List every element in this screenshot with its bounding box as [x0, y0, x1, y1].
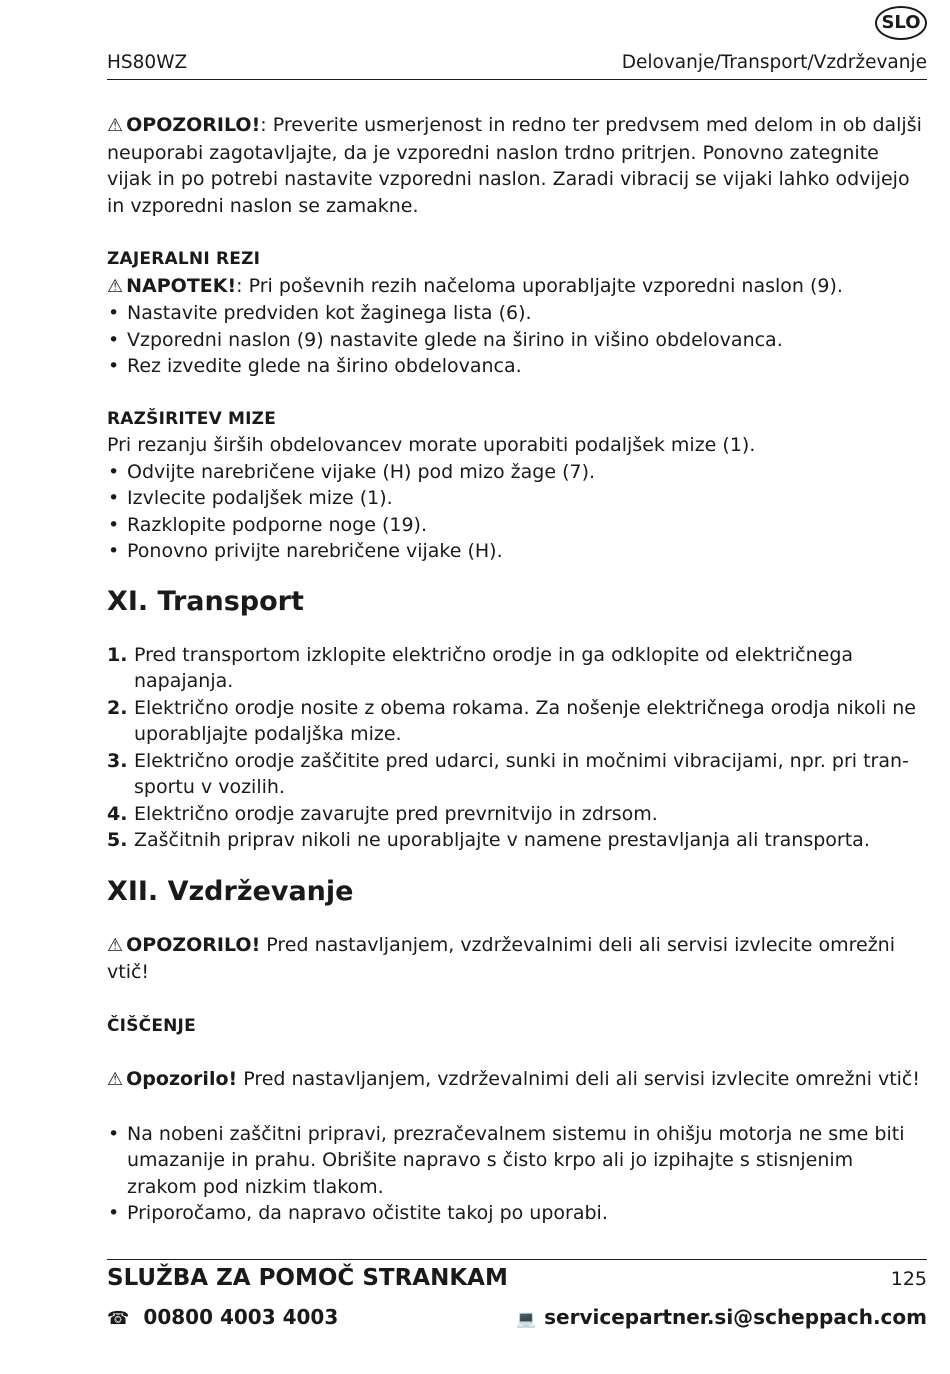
bevel-cuts-list: [107, 300, 927, 380]
step-item: [107, 642, 927, 695]
transport-steps: [107, 642, 927, 854]
transport-heading: XI. Transport: [107, 585, 304, 617]
maintenance-heading: XII. Vzdrževanje: [107, 875, 354, 907]
list-item: • Razklopite podporne noge (19).: [107, 512, 927, 539]
warning-label: Opozorilo!: [126, 1068, 238, 1090]
warning-text: Pred nastavljanjem, vzdrževalnimi deli ali servisi izvlecite omrežni vtič!: [237, 1068, 920, 1090]
maintenance-warning: [107, 932, 927, 986]
list-item: • Izvlecite podaljšek mize (1).: [107, 485, 927, 512]
cleaning-warning: [107, 1066, 927, 1094]
phone-number[interactable]: 00800 4003 4003: [143, 1305, 339, 1329]
step-item: [107, 801, 927, 828]
customer-service-title: SLUŽBA ZA POMOČ STRANKAM: [107, 1265, 508, 1291]
step-item: [107, 748, 927, 801]
list-item: • Ponovno privijte narebričene vijake (H).: [107, 538, 927, 565]
header-divider: [107, 79, 927, 80]
footer-divider: [107, 1259, 927, 1260]
warning-label: OPOZORILO!: [126, 114, 261, 136]
step-number: 2.: [107, 696, 128, 719]
language-badge: SLO: [875, 6, 927, 40]
model-name: HS80WZ: [107, 52, 188, 73]
step-number: 3.: [107, 749, 128, 772]
cleaning-list: [107, 1121, 927, 1227]
page-number: 125: [890, 1268, 927, 1290]
list-item: • Nastavite predviden kot žaginega lista (6).: [107, 300, 927, 327]
warning-paragraph: [107, 112, 927, 219]
list-item: • Na nobeni zaščitni pripravi, prezračevalnem sistemu in ohišju motorja ne sme biti umazanije in prahu. Obrišite napravo s čisto krpo ali jo izpihajte s stisnjenim zrakom pod nizkim tlakom.: [107, 1121, 927, 1201]
bevel-cuts-heading: ZAJERALNI REZI: [107, 249, 261, 269]
note-text: : Pri poševnih rezih načeloma uporabljajte vzporedni naslon (9).: [236, 274, 843, 297]
warning-icon: ⚠: [107, 115, 124, 136]
warning-icon: ⚠: [107, 934, 124, 956]
list-item: • Rez izvedite glede na širino obdelovanca.: [107, 353, 927, 380]
warning-label: OPOZORILO!: [126, 933, 261, 956]
cleaning-heading: ČIŠČENJE: [107, 1015, 196, 1036]
table-extension-heading: RAZŠIRITEV MIZE: [107, 408, 277, 429]
step-item: [107, 695, 927, 748]
phone-contact: [107, 1305, 338, 1329]
warning-icon: ⚠: [107, 1069, 124, 1090]
computer-icon: 💻: [516, 1309, 537, 1328]
step-text: Električno orodje nosite z obema rokama. Za nošenje električnega orodja nikoli ne uporabljajte podaljška mize.: [134, 696, 916, 745]
table-extension-list: [107, 459, 927, 565]
list-item: • Priporočamo, da napravo očistite takoj po uporabi.: [107, 1200, 927, 1227]
email-contact: [516, 1305, 927, 1329]
warning-text: Pred nastavljanjem, vzdrževalnimi deli ali servisi izvlecite omrežni vtič!: [107, 933, 895, 983]
phone-icon: ☎: [107, 1308, 130, 1329]
page-content: [107, 112, 927, 1227]
list-item: • Vzporedni naslon (9) nastavite glede na širino in višino obdelovanca.: [107, 327, 927, 354]
table-extension-intro: Pri rezanju širših obdelovancev morate uporabiti podaljšek mize (1).: [107, 434, 756, 456]
manual-page: [107, 0, 927, 1374]
step-item: [107, 827, 927, 854]
step-text: Električno orodje zavarujte pred prevrnitvijo in zdrsom.: [134, 802, 658, 825]
list-item: • Odvijte narebričene vijake (H) pod mizo žage (7).: [107, 459, 927, 486]
warning-icon: ⚠: [107, 275, 124, 297]
section-title: Delovanje/Transport/Vzdrževanje: [621, 52, 927, 73]
note-paragraph: [107, 273, 927, 301]
step-number: 1.: [107, 643, 128, 666]
step-text: Zaščitnih priprav nikoli ne uporabljajte v namene prestavljanja ali transporta.: [134, 829, 870, 851]
note-label: NAPOTEK!: [126, 274, 237, 297]
step-text: Pred transportom izklopite električno orodje in ga odklopite od električnega napajanja.: [134, 643, 854, 692]
step-text: Električno orodje zaščitite pred udarci, sunki in močnimi vibracijami, npr. pri transportu v vozilih.: [134, 749, 909, 798]
email-address[interactable]: servicepartner.si@scheppach.com: [544, 1305, 927, 1329]
step-number: 4.: [107, 802, 128, 825]
warning-text: : Preverite usmerjenost in redno ter predvsem med delom in ob daljši neuporabi zagotavljajte, da je vzporedni naslon trdno pritrjen. Ponovno zategnite vijak in po potrebi nastavite vzporedni naslon. Zaradi vibracij se vijaki lahko odvijejo in vzporedni naslon se zamakne.: [107, 114, 922, 217]
step-number: 5.: [107, 829, 128, 851]
